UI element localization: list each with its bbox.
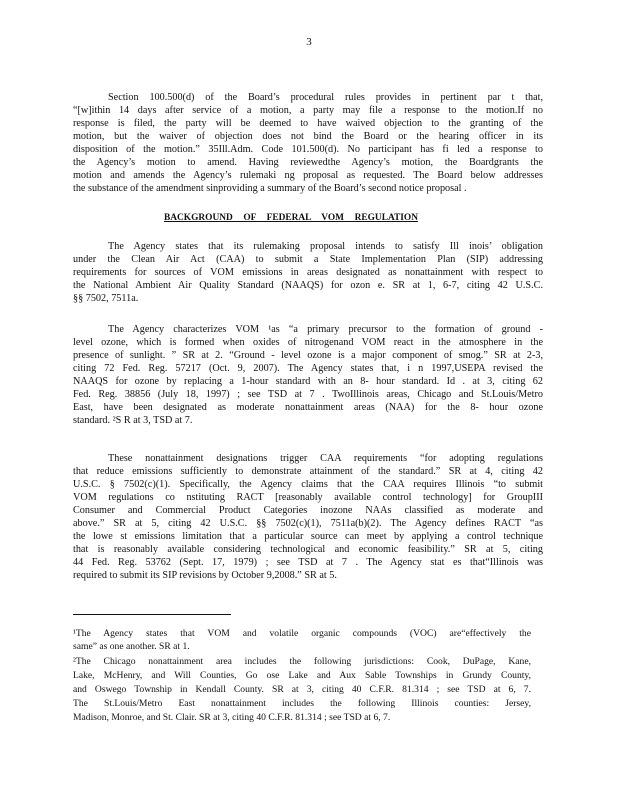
paragraph-1-line: the Agency’s motion to amend. Having reviewedthe Agency’s motion, the Boardgrants the [73, 157, 543, 168]
footnote-line: The St.Louis/Metro East nonattainment includes the following Illinois counties: Jersey, [73, 698, 531, 709]
paragraph-2-line: under the Clean Air Act (CAA) to submit a State Implementation Plan (SIP) addressing [73, 254, 543, 265]
section-heading: BACKGROUND OF FEDERAL VOM REGULATION [164, 213, 418, 223]
paragraph-2-line: requirements for sources of VOM emissions in areas designated as nonattainment with respect to [73, 267, 543, 278]
paragraph-1-line: motion, but the waiver of objection does not bind the Board or the hearing officer in its [73, 131, 543, 142]
footnote-separator [73, 614, 231, 615]
paragraph-3-line: standard. ²S R at 3, TSD at 7. [73, 415, 193, 426]
paragraph-1-line: “[w]ithin 14 days after service of a motion, a party may file a response to the motion.If no [73, 105, 543, 116]
paragraph-3-line: The Agency characterizes VOM ¹as “a primary precursor to the formation of ground - [108, 324, 543, 335]
paragraph-4-line: required to submit its SIP revisions by October 9,2008.” SR at 5. [73, 570, 337, 581]
paragraph-4-line: U.S.C. § 7502(c)(1). Specifically, the Agency claims that the CAA requires Illinois “to submit [73, 479, 543, 490]
footnote-line: ¹The Agency states that VOM and volatile organic compounds (VOC) are“effectively the [73, 628, 531, 639]
paragraph-2-line: The Agency states that its rulemaking proposal intends to satisfy Ill inois’ obligation [108, 241, 543, 252]
paragraph-4-line: that reduce emissions sufficiently to demonstrate attainment of the standard.” SR at 4, citing 42 [73, 466, 543, 477]
paragraph-4-line: Consumer and Commercial Product Categories inozone NAAs classified as moderate and [73, 505, 543, 516]
paragraph-1-line: Section 100.500(d) of the Board’s procedural rules provides in pertinent par t that, [108, 92, 543, 103]
paragraph-4-line: 44 Fed. Reg. 53762 (Sept. 17, 1979) ; see TSD at 7 . The Agency stat es that“Illinois was [73, 557, 543, 568]
paragraph-4-line: the lowe st emissions limitation that a particular source can meet by applying a control technique [73, 531, 543, 542]
paragraph-3-line: level ozone, which is formed when oxides of nitrogenand VOM react in the atmosphere in the [73, 337, 543, 348]
page-number: 3 [306, 36, 312, 48]
paragraph-2-line: §§ 7502, 7511a. [73, 293, 139, 304]
footnote-line: Madison, Monroe, and St. Clair. SR at 3, citing 40 C.F.R. 81.314 ; see TSD at 6, 7. [73, 712, 391, 723]
footnote-line: ²The Chicago nonattainment area includes the following jurisdictions: Cook, DuPage, Kane, [73, 656, 531, 667]
paragraph-3-line: East, have been designated as moderate nonattainment areas (NAA) for the 8- hour ozone [73, 402, 543, 413]
paragraph-1-line: disposition of the motion.” 35Ill.Adm. Code 101.500(d). No participant has fi led a response to [73, 144, 543, 155]
paragraph-4-line: VOM regulations co nstituting RACT [reasonably available control technology] for GroupIII [73, 492, 543, 503]
footnote-line: Lake, McHenry, and Will Counties, Go ose Lake and Aux Sable Townships in Grundy County, [73, 670, 531, 681]
paragraph-3-line: Fed. Reg. 38856 (July 18, 1997) ; see TSD at 7 . TwoIllinois areas, Chicago and St.Louis/Metro [73, 389, 543, 400]
paragraph-3-line: citing 72 Fed. Reg. 57217 (Oct. 9, 2007). The Agency states that, i n 1997,USEPA revised the [73, 363, 543, 374]
paragraph-1-line: response is filed, the party will be deemed to have waived objection to the granting of the [73, 118, 543, 129]
paragraph-3-line: presence of sunlight. ” SR at 2. “Ground - level ozone is a major component of smog.” SR at 2-3, [73, 350, 543, 361]
paragraph-4-line: that is reasonably available considering technological and economic feasibility.” SR at 5, citing [73, 544, 543, 555]
paragraph-4-line: These nonattainment designations trigger CAA requirements “for adopting regulations [108, 453, 543, 464]
footnote-line: and Oswego Township in Kendall County. SR at 3, citing 40 C.F.R. 81.314 ; see TSD at 6, 7. [73, 684, 531, 695]
footnote-line: same” as one another. SR at 1. [73, 641, 190, 652]
paragraph-3-line: NAAQS for ozone by replacing a 1-hour standard with an 8- hour standard. Id . at 3, citing 62 [73, 376, 543, 387]
paragraph-1-line: motion and amends the Agency’s rulemaki ng proposal as requested. The Board below addresses [73, 170, 543, 181]
paragraph-2-line: the National Ambient Air Quality Standard (NAAQS) for ozon e. SR at 1, 6-7, citing 42 U.S.C. [73, 280, 543, 291]
paragraph-1-line: the substance of the amendment sinproviding a summary of the Board’s second notice proposal . [73, 183, 467, 194]
paragraph-4-line: above.” SR at 5, citing 42 U.S.C. §§ 7502(c)(1), 7511a(b)(2). The Agency defines RACT “as [73, 518, 543, 529]
